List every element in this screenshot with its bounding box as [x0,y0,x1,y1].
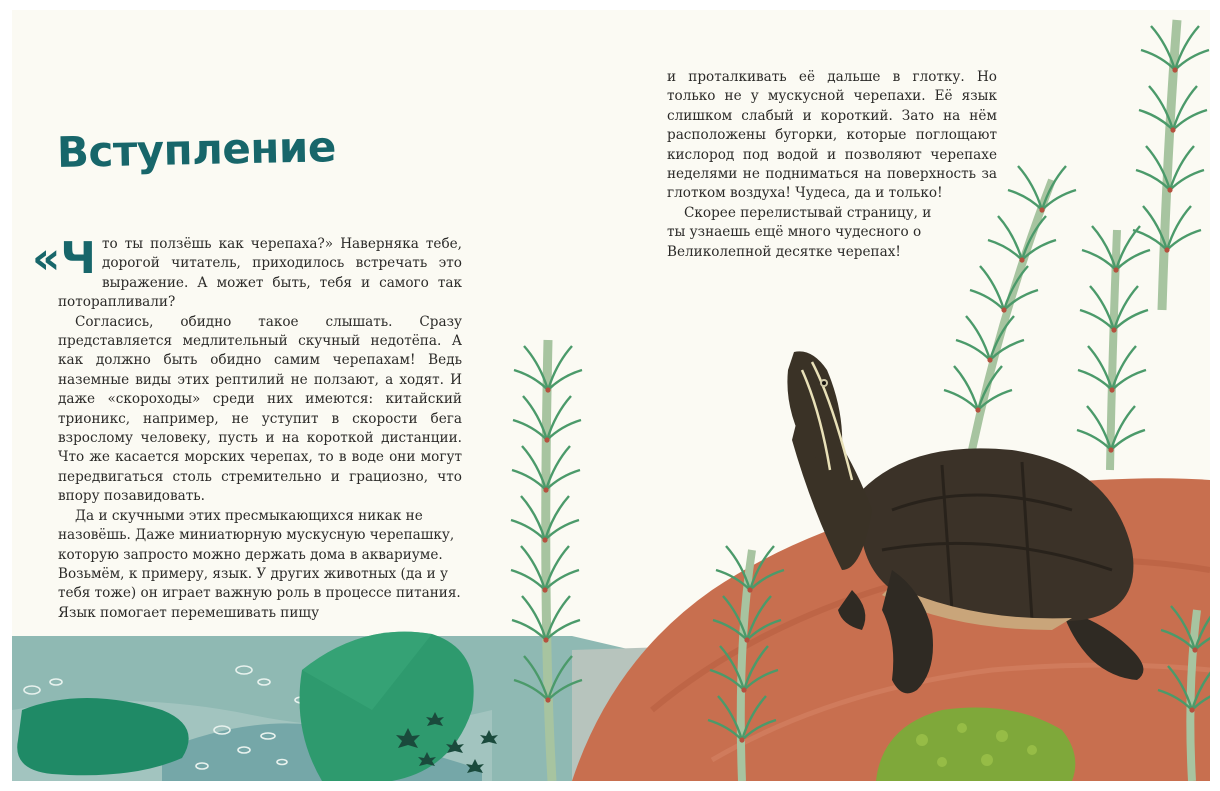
book-spread [12,10,1210,781]
right-text-column [667,68,997,262]
paragraph: Согласись, обидно такое слышать. Сразу представляется медлительный скучный недотёпа. А как должно быть обидно самим черепахам! Ведь наземные виды этих рептилий не ползают, а ходят. И даже «скороходы» среди них имеются: китайский трионикс, например, не уступит в скорости бега взрослому человеку, пусть и на короткой дистанции. Что же касается морских черепах, то в воде они могут передвигаться столь стремительно и грациозно, что впору позавидовать. [58,313,462,505]
paragraph: Скорее перелистывай страницу, и ты узнаешь ещё много чудесного о Великолепной десятке черепах! [667,204,932,260]
page-title: Вступление [56,122,337,177]
paragraph [32,233,462,313]
drop-cap-quote: «Ч [32,233,96,284]
paragraph-text: то ты ползёшь как черепаха?» Наверняка тебе, дорогой читатель, приходилось встречать это выражение. А может быть, тебя и самого так поторапливали? [58,236,462,311]
paragraph: Да и скучными этих пресмыкающихся никак не назовёшь. Даже миниатюрную мускусную черепашку, которую запросто можно держать дома в аквариуме. Возьмём, к примеру, язык. У других животных (да и у тебя тоже) он играет важную роль в процессе питания. Язык помогает перемешивать пищу [58,507,461,621]
paragraph: и проталкивать её дальше в глотку. Но только не у мускусной черепахи. Её язык слишком слабый и короткий. Зато на нём расположены бугорки, которые поглощают кислород под водой и позволяют черепахе неделями не подниматься на поверхность за глотком воздуха! Чудеса, да и только! [667,69,997,202]
left-text-column [32,233,462,623]
